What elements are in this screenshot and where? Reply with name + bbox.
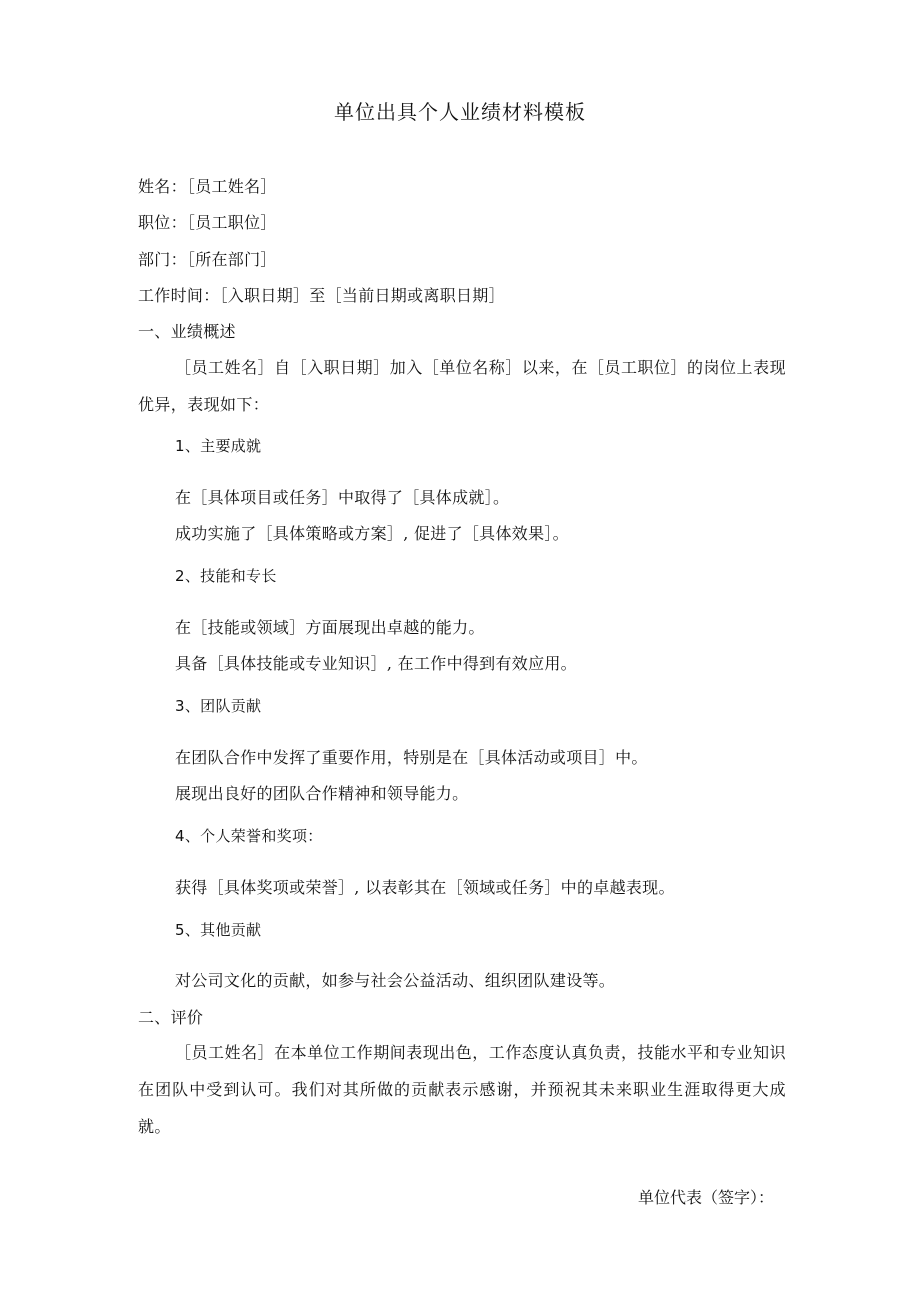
- info-name: 姓名：［员工姓名］: [138, 177, 277, 196]
- item-line: 在团队合作中发挥了重要作用，特别是在［具体活动或项目］中。: [175, 748, 648, 767]
- evaluation-paragraph: ［员工姓名］在本单位工作期间表现出色，工作态度认真负责，技能水平和专业知识在团队中受到认可。我们对其所做的贡献表示感谢，并预祝其未来职业生涯取得更大成就。: [138, 1043, 786, 1136]
- overview-intro-paragraph: ［员工姓名］自［入职日期］加入［单位名称］以来，在［员工职位］的岗位上表现优异，表现如下：: [138, 358, 786, 414]
- item-heading-other: 5、其他贡献: [175, 921, 262, 939]
- info-position: 职位：［员工职位］: [138, 213, 277, 232]
- document-title: 单位出具个人业绩材料模板: [334, 100, 586, 124]
- item-line: 在［具体项目或任务］中取得了［具体成就］。: [175, 488, 510, 507]
- item-line: 具备［具体技能或专业知识］, 在工作中得到有效应用。: [175, 654, 577, 673]
- item-line: 对公司文化的贡献，如参与社会公益活动、组织团队建设等。: [175, 971, 616, 990]
- item-heading-honors: 4、个人荣誉和奖项：: [175, 827, 323, 845]
- item-line: 在［技能或领域］方面展现出卓越的能力。: [175, 618, 485, 637]
- item-line: 成功实施了［具体策略或方案］, 促进了［具体效果］。: [175, 524, 569, 543]
- item-heading-team: 3、团队贡献: [175, 697, 262, 715]
- info-work-time: 工作时间：［入职日期］至［当前日期或离职日期］: [138, 286, 505, 305]
- item-heading-skills: 2、技能和专长: [175, 567, 277, 585]
- item-heading-achievements: 1、主要成就: [175, 437, 262, 455]
- section-heading-overview: 一、业绩概述: [138, 322, 236, 341]
- item-line: 获得［具体奖项或荣誉］, 以表彰其在［领域或任务］中的卓越表现。: [175, 878, 675, 897]
- signature-line: 单位代表（签字）：: [637, 1188, 774, 1207]
- section-heading-evaluation: 二、评价: [138, 1008, 204, 1027]
- item-line: 展现出良好的团队合作精神和领导能力。: [175, 784, 469, 803]
- info-department: 部门：［所在部门］: [138, 250, 277, 269]
